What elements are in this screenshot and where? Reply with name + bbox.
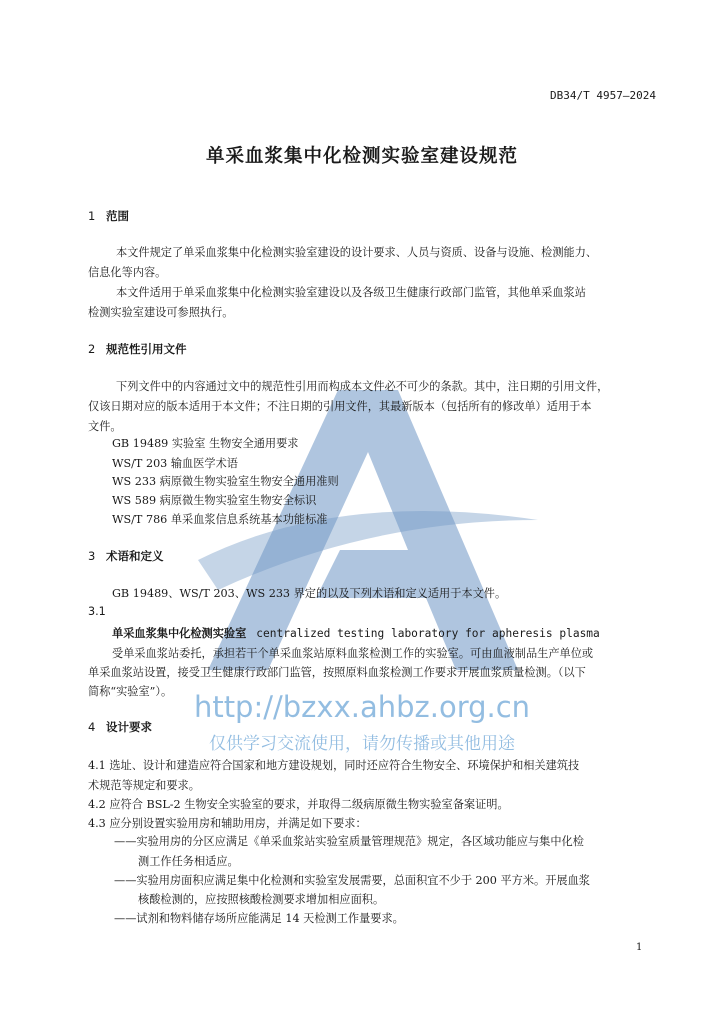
watermark-logo [188, 370, 548, 690]
section-4-heading [88, 719, 152, 735]
bullet-line: ——试剂和物料储存场所应能满足 14 天检测工作量要求。 [114, 912, 404, 925]
term-entry [112, 625, 600, 641]
paragraph-line: 本文件适用于单采血浆集中化检测实验室建设以及各级卫生健康行政部门监管，其他单采血浆站 [116, 286, 586, 299]
subclause-number: 3.1 [88, 605, 106, 618]
page-number: 1 [636, 942, 643, 953]
paragraph-line: GB 19489、WS/T 203、WS 233 界定的以及下列术语和定义适用于本文件。 [112, 587, 507, 600]
definition-line: 单采血浆站设置，接受卫生健康行政部门监管，按照原料血浆检测工作要求开展血浆质量检测。（以下 [88, 666, 586, 679]
clause-line: 4.2 应符合 BSL-2 生物安全实验室的要求，并取得二级病原微生物实验室备案证明。 [88, 798, 509, 811]
watermark-notice: 仅供学习交流使用，请勿传播或其他用途 [209, 734, 515, 754]
paragraph-line: 下列文件中的内容通过文中的规范性引用而构成本文件必不可少的条款。其中，注日期的引用文件， [116, 380, 609, 393]
paragraph-line: 文件。 [88, 420, 122, 433]
section-number: 2 [88, 342, 96, 356]
section-1-heading [88, 208, 129, 224]
definition-line: 简称“实验室”）。 [88, 685, 173, 698]
term-chinese: 单采血浆集中化检测实验室 [112, 627, 247, 640]
section-2-heading [88, 341, 187, 357]
definition-line: 受单采血浆站委托，承担若干个单采血浆站原料血浆检测工作的实验室。可由血液制品生产单位或 [112, 647, 594, 660]
section-number: 1 [88, 209, 96, 223]
reference-item: GB 19489 实验室 生物安全通用要求 [112, 437, 299, 450]
paragraph-line: 本文件规定了单采血浆集中化检测实验室建设的设计要求、人员与资质、设备与设施、检测能力、 [116, 246, 598, 259]
standard-number: DB34/T 4957—2024 [550, 89, 656, 102]
watermark-url: http://bzxx.ahbz.org.cn [193, 690, 531, 724]
term-english: centralized testing laboratory for apheresis plasma [256, 627, 600, 640]
reference-item: WS/T 203 输血医学术语 [112, 457, 238, 470]
clause-line: 4.1 选址、设计和建造应符合国家和地方建设规划，同时还应符合生物安全、环境保护和相关建筑技 [88, 759, 580, 772]
bullet-line: ——实验用房面积应满足集中化检测和实验室发展需要，总面积宜不少于 200 平方米。开展血浆 [114, 874, 590, 887]
bullet-line: 核酸检测的，应按照核酸检测要求增加相应面积。 [138, 893, 385, 906]
section-number: 4 [88, 720, 96, 734]
paragraph-line: 仅该日期对应的版本适用于本文件；不注日期的引用文件，其最新版本（包括所有的修改单）适用于本 [88, 400, 592, 413]
paragraph-line: 检测实验室建设可参照执行。 [88, 306, 234, 319]
section-title: 范围 [106, 209, 129, 223]
clause-line: 4.3 应分别设置实验用房和辅助用房，并满足如下要求： [88, 817, 367, 830]
section-title: 规范性引用文件 [106, 342, 187, 356]
section-3-heading [88, 548, 164, 564]
reference-item: WS 233 病原微生物实验室生物安全通用准则 [112, 475, 339, 488]
reference-item: WS 589 病原微生物实验室生物安全标识 [112, 494, 317, 507]
document-title: 单采血浆集中化检测实验室建设规范 [205, 146, 518, 167]
paragraph-line: 信息化等内容。 [88, 266, 167, 279]
bullet-line: ——实验用房的分区应满足《单采血浆站实验室质量管理规范》规定，各区域功能应与集中化检 [114, 835, 584, 848]
bullet-line: 测工作任务相适应。 [138, 855, 239, 868]
section-number: 3 [88, 549, 96, 563]
section-title: 设计要求 [106, 720, 152, 734]
clause-line: 术规范等规定和要求。 [88, 779, 200, 792]
reference-item: WS/T 786 单采血浆信息系统基本功能标准 [112, 513, 328, 526]
section-title: 术语和定义 [106, 549, 164, 563]
